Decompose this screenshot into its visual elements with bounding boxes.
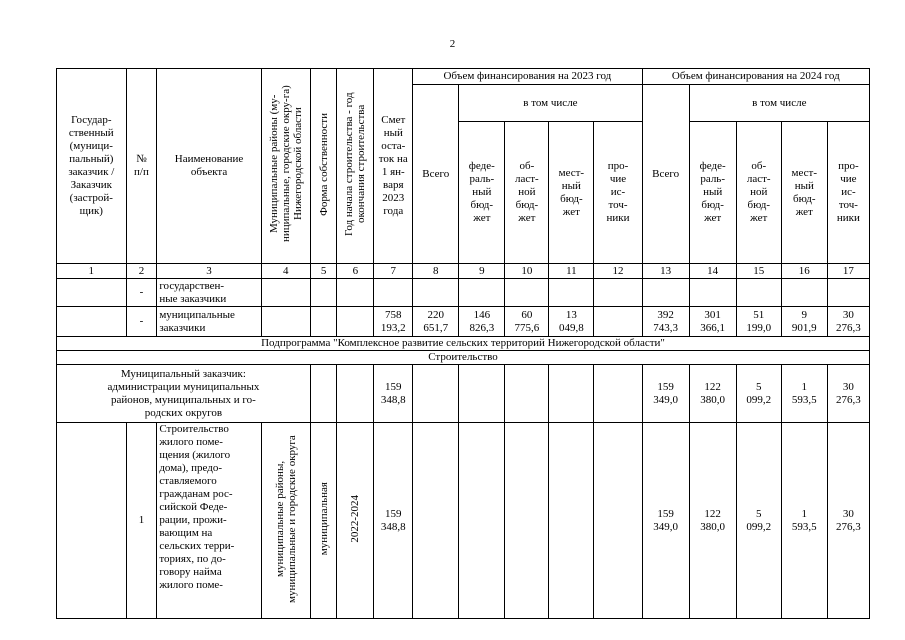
col-number: 8 bbox=[413, 264, 459, 279]
cell-regional-2024: 5 099,2 bbox=[736, 423, 781, 619]
row-municipal-customers bbox=[57, 307, 870, 337]
row-num: - bbox=[126, 279, 157, 307]
row-item-1 bbox=[57, 423, 870, 619]
header-federal-2024: феде- раль- ный бюд- жет bbox=[689, 122, 736, 264]
header-incl-2024: в том числе bbox=[689, 85, 869, 122]
col-number: 3 bbox=[157, 264, 261, 279]
header-total-2024: Всего bbox=[642, 85, 689, 264]
header-local-2023: мест- ный бюд- жет bbox=[549, 122, 594, 264]
cell-total-2023: 220 651,7 bbox=[413, 307, 459, 337]
page-number: 2 bbox=[449, 38, 456, 50]
col-number: 1 bbox=[57, 264, 127, 279]
col-number: 2 bbox=[126, 264, 157, 279]
header-districts: Муниципальные районы (му-ниципальные, городские окру-га) Нижегородской области bbox=[267, 85, 304, 243]
cell-regional-2023: 60 775,6 bbox=[505, 307, 549, 337]
col-number: 15 bbox=[736, 264, 781, 279]
row-num: 1 bbox=[126, 423, 157, 619]
header-object-name: Наименование объекта bbox=[157, 69, 261, 264]
cell-total-2024: 159 349,0 bbox=[642, 365, 689, 423]
section-construction: Строительство bbox=[57, 351, 870, 365]
col-number: 9 bbox=[459, 264, 505, 279]
cell-federal-2024: 122 380,0 bbox=[689, 365, 736, 423]
header-years: Год начала строительства - год окончания строительства bbox=[343, 92, 368, 236]
header-fin-2023: Объем финансирования на 2023 год bbox=[413, 69, 642, 85]
header-estimate: Смет ный оста- ток на 1 ян- варя 2023 года bbox=[374, 69, 413, 264]
col-number: 4 bbox=[261, 264, 310, 279]
cell-regional-2024: 51 199,0 bbox=[736, 307, 781, 337]
cell-estimate: 159 348,8 bbox=[374, 423, 413, 619]
header-regional-2023: об- ласт- ной бюд- жет bbox=[505, 122, 549, 264]
column-number-row bbox=[57, 264, 870, 279]
cell-federal-2024: 301 366,1 bbox=[689, 307, 736, 337]
header-local-2024: мест- ный бюд- жет bbox=[781, 122, 827, 264]
col-number: 7 bbox=[374, 264, 413, 279]
col-number: 17 bbox=[827, 264, 869, 279]
cell-districts: муниципальные районы, муниципальные и городские округа bbox=[273, 434, 298, 603]
subprogram-title: Подпрограмма "Комплексное развитие сельских территорий Нижегородской области" bbox=[57, 337, 870, 351]
header-fin-2024: Объем финансирования на 2024 год bbox=[642, 69, 869, 85]
cell-regional-2024: 5 099,2 bbox=[736, 365, 781, 423]
cell-other-2024: 30 276,3 bbox=[827, 423, 869, 619]
col-number: 11 bbox=[549, 264, 594, 279]
header-num: № п/п bbox=[126, 69, 157, 264]
row-name: муниципальные заказчики bbox=[157, 307, 261, 337]
financing-table bbox=[56, 68, 870, 619]
cell-local-2024: 1 593,5 bbox=[781, 365, 827, 423]
cell-estimate: 159 348,8 bbox=[374, 365, 413, 423]
col-number: 12 bbox=[594, 264, 642, 279]
cell-local-2024: 9 901,9 bbox=[781, 307, 827, 337]
col-number: 16 bbox=[781, 264, 827, 279]
cell-total-2024: 392 743,3 bbox=[642, 307, 689, 337]
cell-years: 2022-2024 bbox=[349, 494, 362, 543]
header-federal-2023: феде- раль- ный бюд- жет bbox=[459, 122, 505, 264]
col-number: 14 bbox=[689, 264, 736, 279]
cell-other-2024: 30 276,3 bbox=[827, 365, 869, 423]
cell-total-2024: 159 349,0 bbox=[642, 423, 689, 619]
col-number: 5 bbox=[310, 264, 337, 279]
col-number: 6 bbox=[337, 264, 374, 279]
cell-local-2023: 13 049,8 bbox=[549, 307, 594, 337]
header-other-2023: про- чие ис- точ- ники bbox=[594, 122, 642, 264]
col-number: 13 bbox=[642, 264, 689, 279]
row-name: Строительство жилого поме- щения (жилого дома), предо- ставляемого гражданам рос- сийской Феде- рации, прожи- вающим на сельских терри- ториях, по до- говору найма жилого поме- bbox=[157, 423, 261, 619]
header-total-2023: Всего bbox=[413, 85, 459, 264]
cell-local-2024: 1 593,5 bbox=[781, 423, 827, 619]
row-state-customers bbox=[57, 279, 870, 307]
header-customer: Государ- ственный (муници- пальный) заказчик / Заказчик (застрой- щик) bbox=[57, 69, 127, 264]
row-municipal-customer-admin bbox=[57, 365, 870, 423]
cell-ownership: муниципальная bbox=[317, 481, 330, 556]
cell-federal-2024: 122 380,0 bbox=[689, 423, 736, 619]
row-name: государствен- ные заказчики bbox=[157, 279, 261, 307]
mun-customer-label: Муниципальный заказчик: администрации муниципальных районов, муниципальных и го- родских округов bbox=[57, 365, 311, 423]
header-ownership: Форма собственности bbox=[317, 112, 330, 216]
col-number: 10 bbox=[505, 264, 549, 279]
header-regional-2024: об- ласт- ной бюд- жет bbox=[736, 122, 781, 264]
cell-federal-2023: 146 826,3 bbox=[459, 307, 505, 337]
header-incl-2023: в том числе bbox=[459, 85, 642, 122]
cell-other-2024: 30 276,3 bbox=[827, 307, 869, 337]
header-other-2024: про- чие ис- точ- ники bbox=[827, 122, 869, 264]
cell-estimate: 758 193,2 bbox=[374, 307, 413, 337]
row-num: - bbox=[126, 307, 157, 337]
